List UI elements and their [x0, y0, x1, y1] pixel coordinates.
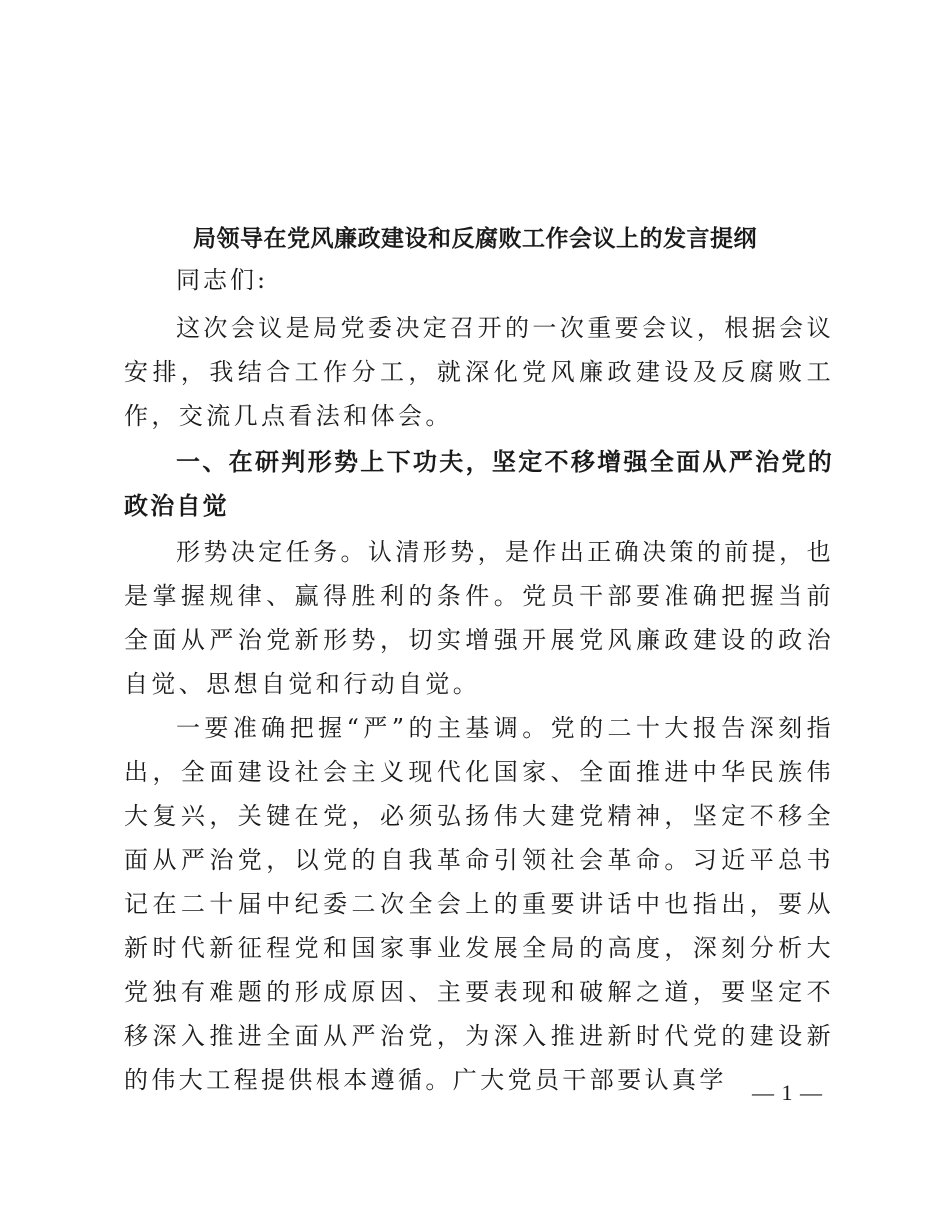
page-number: — 1 — — [752, 1080, 823, 1105]
section1-paragraph-2: 一要准确把握“严”的主基调。党的二十大报告深刻指出，全面建设社会主义现代化国家、全面推进中华民族伟大复兴，关键在党，必须弘扬伟大建党精神，坚定不移全面从严治党，以党的自我革命引领社会革命。习近平总书记在二十届中纪委二次全会上的重要讲话中也指出，要从新时代新征程党和国家事业发展全局的高度，深刻分析大党独有难题的形成原因、主要表现和破解之道，要坚定不移深入推进全面从严治党，为深入推进新时代党的建设新的伟大工程提供根本遵循。广大党员干部要认真学 — [124, 714, 834, 1094]
intro-paragraph: 这次会议是局党委决定召开的一次重要会议，根据会议安排，我结合工作分工，就深化党风廉政建设及反腐败工作，交流几点看法和体会。 — [124, 314, 834, 430]
section-heading-1: 一、在研判形势上下功夫，坚定不移增强全面从严治党的政治自觉 — [124, 448, 834, 520]
section1-paragraph-1: 形势决定任务。认清形势，是作出正确决策的前提，也是掌握规律、赢得胜利的条件。党员干部要准确把握当前全面从严治党新形势，切实增强开展党风廉政建设的政治自觉、思想自觉和行动自觉。 — [124, 538, 834, 698]
greeting-line: 同志们: — [176, 266, 269, 294]
document-title: 局领导在党风廉政建设和反腐败工作会议上的发言提纲 — [193, 225, 757, 252]
